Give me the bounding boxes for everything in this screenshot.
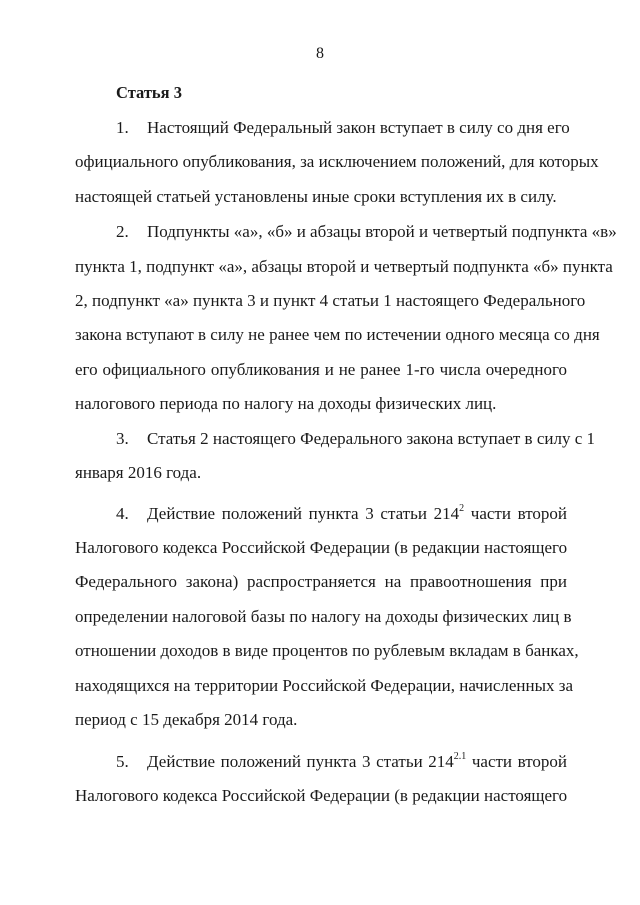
paragraph-4-line-2: Налогового кодекса Российской Федерации (в редакции настоящего [75, 538, 568, 557]
paragraph-number: 2. [116, 222, 129, 241]
paragraph-4-line-4: определении налоговой базы по налогу на доходы физических лиц в [75, 607, 572, 626]
paragraph-1-line-3: настоящей статьей установлены иные сроки вступления их в силу. [75, 187, 557, 206]
paragraph-4-line-3: Федерального закона) распространяется на правоотношения при [75, 572, 567, 591]
paragraph-3-line-1: 3. Статья 2 настоящего Федерального закона вступает в силу с 1 [116, 429, 596, 448]
paragraph-4-line-5: отношении доходов в виде процентов по рублевым вкладам в банках, [75, 641, 579, 660]
paragraph-2-line-6: налогового периода по налогу на доходы физических лиц. [75, 394, 497, 413]
paragraph-5-line-1: 5. Действие положений пункта 3 статьи $214^{2.1}$ части второй [116, 751, 567, 771]
paragraph-number: 1. [116, 118, 129, 137]
paragraph-4-line-7: период с 15 декабря 2014 года. [75, 710, 298, 729]
superscript: 2.1 [453, 751, 467, 763]
paragraph-2-line-2: пункта 1, подпункт «а», абзацы второй и четвертый подпункта «б» пункта [75, 257, 613, 276]
paragraph-number: 3. [116, 429, 129, 448]
paragraph-2-line-4: закона вступают в силу не ранее чем по истечении одного месяца со дня [75, 325, 600, 344]
paragraph-2-line-1: 2. Подпункты «а», «б» и абзацы второй и четвертый подпункта «в» [116, 222, 617, 241]
paragraph-4-line-6: находящихся на территории Российской Федерации, начисленных за [75, 676, 574, 695]
paragraph-5-line-2: Налогового кодекса Российской Федерации (в редакции настоящего [75, 786, 568, 805]
paragraph-3-line-2: января 2016 года. [75, 463, 202, 482]
paragraph-4-line-1: 4. Действие положений пункта 3 статьи $214^2$ части второй [116, 503, 567, 523]
page-number: 8 [316, 45, 324, 62]
paragraph-2-line-3: 2, подпункт «а» пункта 3 и пункт 4 статьи 1 настоящего Федерального [75, 291, 586, 310]
superscript: 2 [459, 503, 465, 515]
paragraph-1-line-1: 1. Настоящий Федеральный закон вступает в силу со дня его [116, 118, 570, 137]
article-heading: Статья 3 [116, 83, 182, 102]
paragraph-1-line-2: официального опубликования, за исключением положений, для которых [75, 152, 599, 171]
paragraph-number: 4. [116, 504, 129, 523]
paragraph-2-line-5: его официального опубликования и не ранее 1-го числа очередного [75, 360, 567, 379]
paragraph-number: 5. [116, 752, 129, 771]
